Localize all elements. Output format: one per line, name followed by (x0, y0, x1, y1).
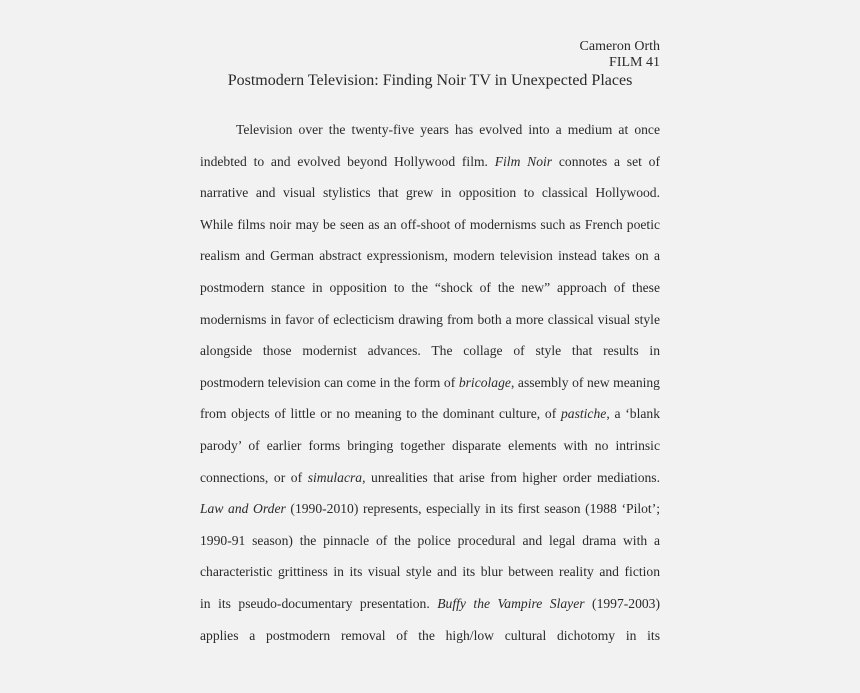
body-line (200, 627, 660, 645)
body-text-segment: parody’ of earlier forms bringing together disparate elements with no intrinsic (200, 438, 660, 453)
body-text-segment: characteristic grittiness in its visual style and its blur between reality and fiction (200, 564, 660, 580)
body-line (200, 216, 660, 234)
body-line (200, 532, 660, 550)
body-line (200, 342, 660, 360)
body-text-segment: , unrealities that arise from higher order mediations. (362, 469, 660, 485)
body-line (236, 121, 660, 139)
body-line (200, 184, 660, 202)
body-line (200, 469, 660, 487)
italic-title-text: pastiche (561, 406, 607, 422)
body-text-segment: modernisms in favor of eclecticism drawing from both a more classical visual style (200, 311, 660, 327)
italic-title-text: simulacra (307, 469, 363, 485)
body-line (200, 563, 660, 581)
body-text-segment: indebted to and evolved beyond Hollywood film. (200, 153, 495, 169)
body-line (200, 153, 660, 171)
body-text-segment: from objects of little or no meaning to the dominant culture, of (200, 406, 561, 422)
body-line (200, 437, 660, 455)
body-text-segment: (1997-2003) (584, 596, 660, 611)
body-line (200, 279, 660, 297)
body-text-segment: , a ‘blank (606, 406, 660, 422)
document-title: Postmodern Television: Finding Noir TV in Unexpected Places (227, 72, 633, 89)
body-text-segment: in its pseudo-documentary presentation. (200, 596, 438, 611)
body-text-segment: narrative and visual stylistics that grew in opposition to classical Hollywood. (200, 185, 660, 201)
body-text-segment: While films noir may be seen as an off-shoot of modernisms such as French poetic (200, 216, 660, 232)
body-text-segment: applies a postmodern removal of the high/low cultural dichotomy in its (200, 627, 660, 643)
body-text-segment: 1990-91 season) the pinnacle of the police procedural and legal drama with a (200, 532, 660, 548)
body-line (200, 247, 660, 265)
body-text-segment: connotes a set of (552, 153, 660, 169)
italic-title-text: Buffy the Vampire Slayer (437, 596, 585, 611)
body-text-segment: postmodern television can come in the form of (200, 374, 459, 390)
italic-title-text: Film Noir (494, 153, 553, 169)
body-line (200, 500, 660, 518)
body-text-segment: (1990-2010) represents, especially in its first season (1988 ‘Pilot’; (285, 501, 660, 517)
author-name: Cameron Orth (579, 39, 660, 54)
italic-title-text: bricolage (458, 374, 511, 390)
body-line (200, 311, 660, 329)
body-text-segment: alongside those modernist advances. The collage of style that results in (200, 343, 660, 359)
body-line (200, 374, 660, 392)
body-line (200, 405, 660, 423)
body-text-segment: realism and German abstract expressionism, modern television instead takes on a (200, 248, 660, 264)
body-text-segment: Television over the twenty-five years has evolved into a medium at once (236, 122, 660, 137)
body-line (200, 595, 660, 613)
body-text-segment: postmodern stance in opposition to the “shock of the new” approach of these (200, 280, 660, 295)
body-text-segment: , assembly of new meaning (510, 374, 660, 390)
course-code: FILM 41 (609, 55, 660, 70)
body-text-segment: connections, or of (200, 469, 308, 485)
italic-title-text: Law and Order (200, 501, 286, 517)
